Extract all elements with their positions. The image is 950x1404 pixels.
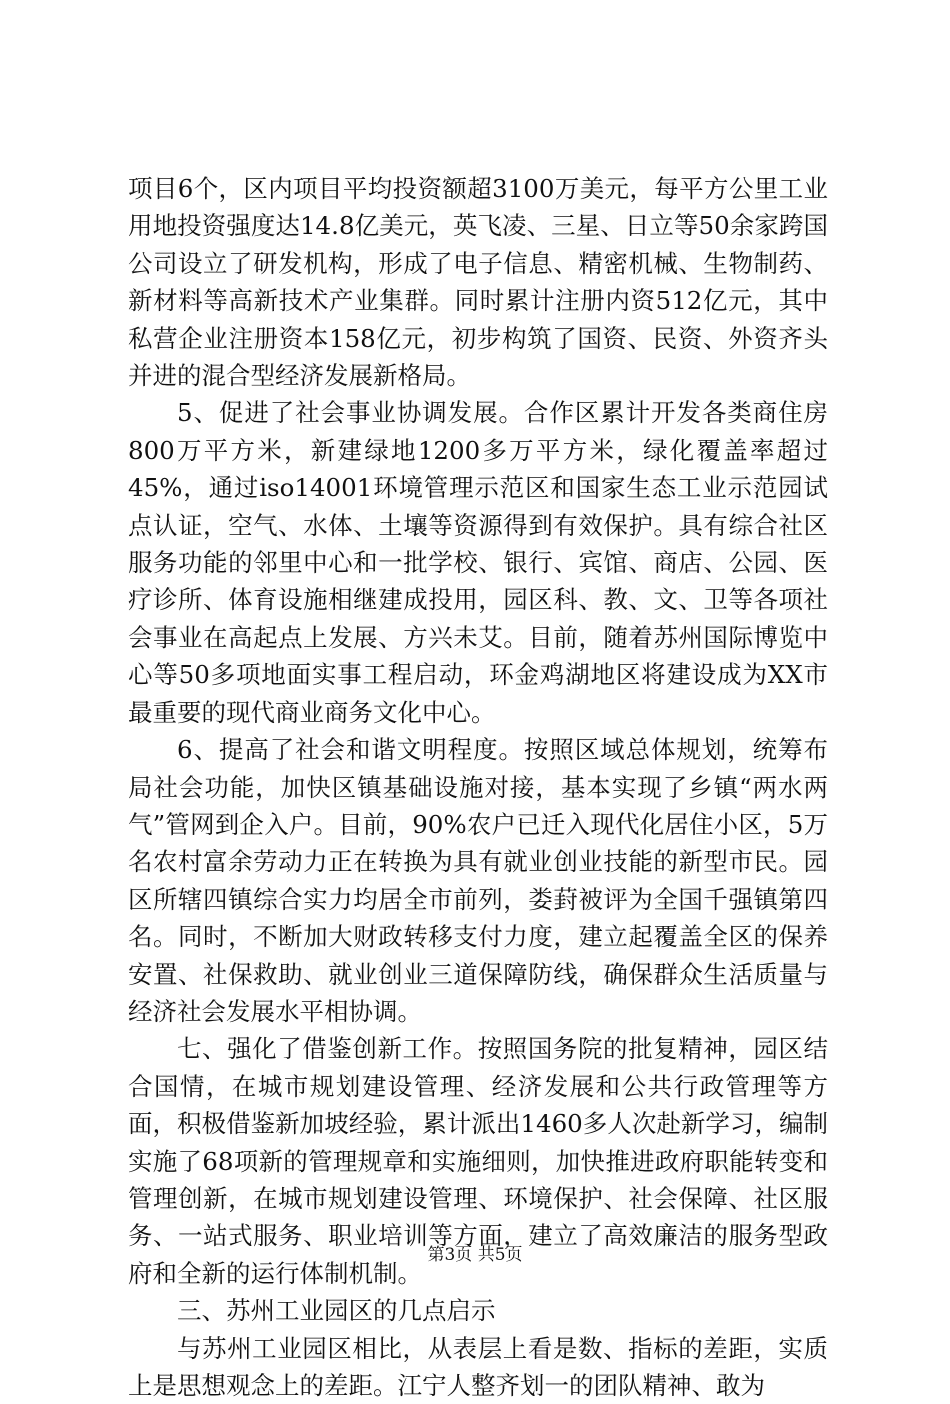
page-number: 第3页 共5页 bbox=[427, 1245, 523, 1265]
paragraph-comparison: 与苏州工业园区相比，从表层上看是数、指标的差距，实质上是思想观念上的差距。江宁人整齐划一的团队精神、敢为 bbox=[128, 1333, 828, 1400]
section-heading-insights: 三、苏州工业园区的几点启示 bbox=[177, 1296, 496, 1326]
paragraph-innovation: 七、强化了借鉴创新工作。按照国务院的批复精神，园区结合国情，在城市规划建设管理、经济发展和公共行政管理等方面，积极借鉴新加坡经验，累计派出1460多人次赴新学习，编制实施了68项新的管理规章和实施细则，加快推进政府职能转变和管理创新，在城市规划建设管理、环境保护、社会保障、社区服务、一站式服务、职业培训等方面，建立了高效廉洁的服务型政府和全新的运行体制机制。 bbox=[128, 1034, 828, 1288]
paragraph-social-harmony: 6、提高了社会和谐文明程度。按照区域总体规划，统筹布局社会功能，加快区镇基础设施对接，基本实现了乡镇“两水两气”管网到企入户。目前，90%农户已迁入现代化居住小区，5万名农村富余劳动力正在转换为具有就业创业技能的新型市民。园区所辖四镇综合实力均居全市前列，娄葑被评为全国千强镇第四名。同时，不断加大财政转移支付力度，建立起覆盖全区的保养安置、社保救助、就业创业三道保障防线，确保群众生活质量与经济社会发展水平相协调。 bbox=[128, 735, 828, 1026]
paragraph-social-development: 5、促进了社会事业协调发展。合作区累计开发各类商住房800万平方米，新建绿地1200多万平方米，绿化覆盖率超过45%，通过iso14001环境管理示范区和国家生态工业示范园试点认证，空气、水体、土壤等资源得到有效保护。具有综合社区服务功能的邻里中心和一批学校、银行、宾馆、商店、公园、医疗诊所、体育设施相继建成投用，园区科、教、文、卫等各项社会事业在高起点上发展、方兴未艾。目前，随着苏州国际博览中心等50多项地面实事工程启动，环金鸡湖地区将建设成为XX市最重要的现代商业商务文化中心。 bbox=[128, 398, 828, 727]
paragraph-investment-continued: 项目6个，区内项目平均投资额超3100万美元，每平方公里工业用地投资强度达14.8亿美元，英飞凌、三星、日立等50余家跨国公司设立了研发机构，形成了电子信息、精密机械、生物制药、新材料等高新技术产业集群。同时累计注册内资512亿元，其中私营企业注册资本158亿元，初步构筑了国资、民资、外资齐头并进的混合型经济发展新格局。 bbox=[128, 174, 828, 391]
page-footer bbox=[0, 1244, 950, 1266]
document-body bbox=[128, 170, 828, 1404]
